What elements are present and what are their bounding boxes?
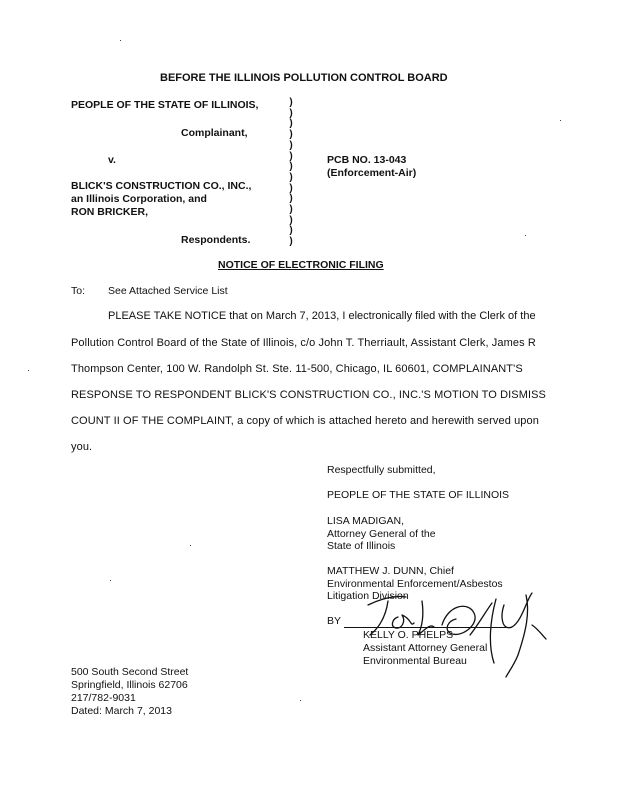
body-line: Pollution Control Board of the State of Illinois, c/o John T. Therriault, Assistant Clerk, James R <box>71 337 536 349</box>
dated-line: Dated: March 7, 2013 <box>71 705 172 717</box>
respondent-line-2: an Illinois Corporation, and <box>71 193 207 205</box>
paren: ) <box>289 182 293 194</box>
chief-name: MATTHEW J. DUNN, Chief <box>327 565 454 577</box>
scan-speck <box>110 580 111 581</box>
plaintiff-name: PEOPLE OF THE STATE OF ILLINOIS, <box>71 99 259 111</box>
scan-speck <box>120 40 121 41</box>
scan-speck <box>560 120 561 121</box>
paren: ) <box>289 139 293 151</box>
address-line-2: Springfield, Illinois 62706 <box>71 679 188 691</box>
body-line: Thompson Center, 100 W. Randolph St. Ste. 11-500, Chicago, IL 60601, COMPLAINANT'S <box>71 363 523 375</box>
versus-label: v. <box>108 154 116 166</box>
ag-title-2: State of Illinois <box>327 540 396 552</box>
scan-speck <box>190 545 191 546</box>
ag-name: LISA MADIGAN, <box>327 515 405 527</box>
paren: ) <box>289 225 293 237</box>
to-label: To: <box>71 285 86 297</box>
caption-separator <box>287 98 295 248</box>
division-line-2: Litigation Division <box>327 590 409 602</box>
division-line-1: Environmental Enforcement/Asbestos <box>327 578 503 590</box>
party-name: PEOPLE OF THE STATE OF ILLINOIS <box>327 489 510 501</box>
paren: ) <box>289 236 293 248</box>
handwritten-signature <box>340 565 550 680</box>
scan-speck <box>28 370 29 371</box>
signer-bureau: Environmental Bureau <box>363 655 467 667</box>
paren: ) <box>289 97 293 108</box>
closing: Respectfully submitted, <box>327 464 436 476</box>
case-number: PCB NO. 13-043 <box>327 154 407 166</box>
case-type: (Enforcement-Air) <box>327 167 417 179</box>
paren: ) <box>289 129 293 141</box>
address-phone: 217/782-9031 <box>71 692 136 704</box>
respondents-label: Respondents. <box>181 234 251 246</box>
paren: ) <box>289 107 293 119</box>
paren: ) <box>289 214 293 226</box>
to-value: See Attached Service List <box>108 285 228 297</box>
body-line: PLEASE TAKE NOTICE that on March 7, 2013, I electronically filed with the Clerk of the <box>108 310 536 322</box>
paren: ) <box>289 161 293 173</box>
by-label: BY <box>327 615 342 627</box>
paren: ) <box>289 193 293 205</box>
body-line: you. <box>71 441 93 453</box>
respondent-line-3: RON BRICKER, <box>71 206 149 218</box>
paren: ) <box>289 171 293 183</box>
scan-speck <box>525 235 526 236</box>
paren: ) <box>289 118 293 130</box>
paren: ) <box>289 150 293 162</box>
signer-name: KELLY O. PHELPS <box>363 629 454 641</box>
complainant-label: Complainant, <box>181 127 248 139</box>
ag-title-1: Attorney General of the <box>327 528 436 540</box>
body-line: RESPONSE TO RESPONDENT BLICK'S CONSTRUCTION CO., INC.'S MOTION TO DISMISS <box>71 389 546 401</box>
body-line: COUNT II OF THE COMPLAINT, a copy of which is attached hereto and herewith served upon <box>71 415 539 427</box>
page-title: BEFORE THE ILLINOIS POLLUTION CONTROL BOARD <box>160 72 448 84</box>
notice-heading: NOTICE OF ELECTRONIC FILING <box>218 259 384 271</box>
scan-speck <box>300 700 301 701</box>
signer-title: Assistant Attorney General <box>363 642 488 654</box>
paren: ) <box>289 204 293 216</box>
respondent-line-1: BLICK'S CONSTRUCTION CO., INC., <box>71 180 252 192</box>
address-line-1: 500 South Second Street <box>71 666 189 678</box>
